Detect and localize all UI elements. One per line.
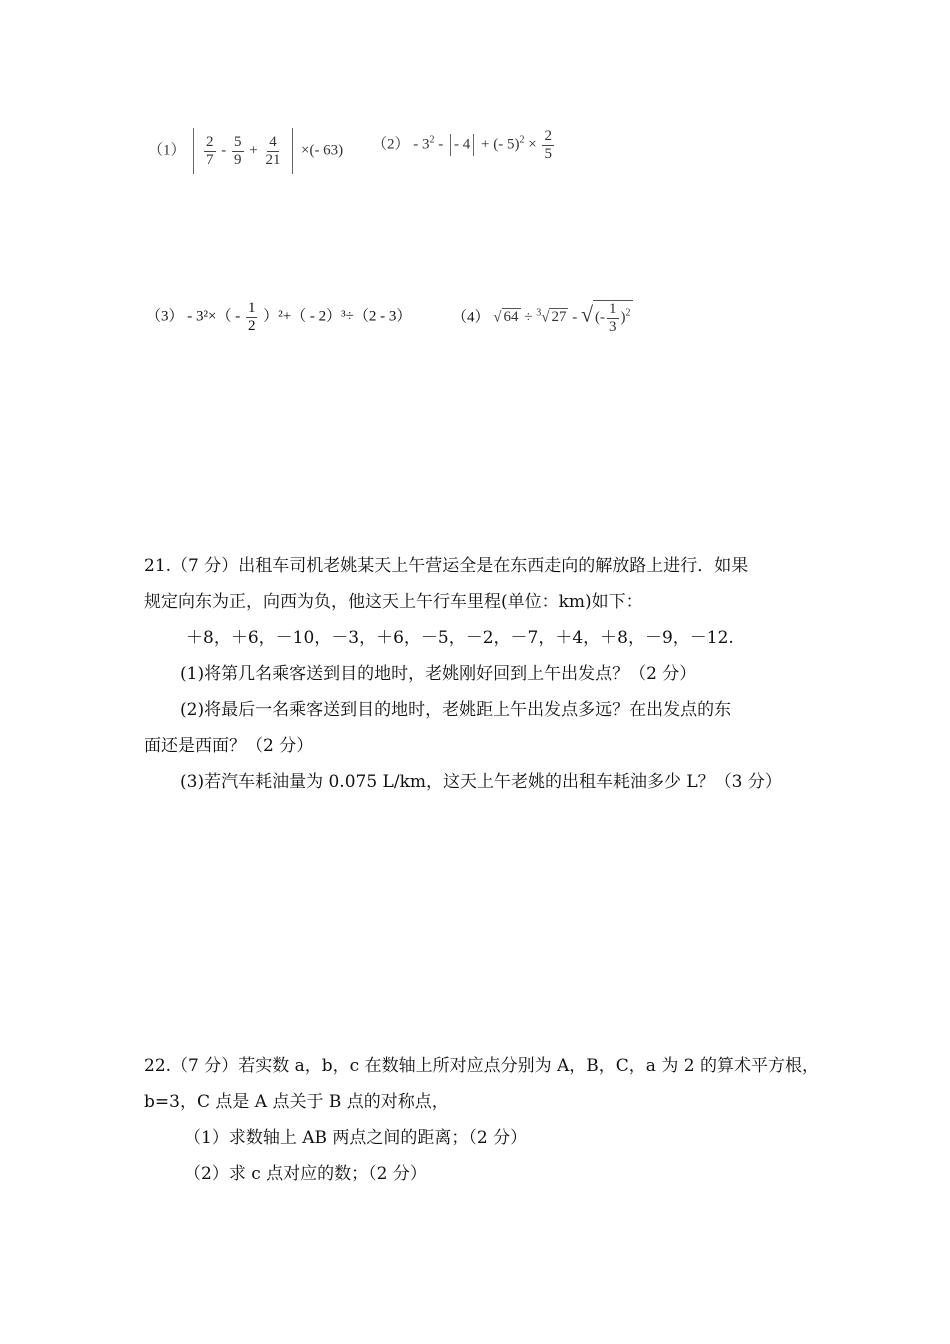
expr-3: （3） - 3²×（ - $\frac{1}{2}$ ）²+（ - 2）³÷（2 - 3）	[146, 300, 412, 334]
expr-4-label: （4）	[452, 309, 490, 326]
fraction: $\frac{1}{2}$	[247, 300, 256, 334]
q21-line: 21.（7 分）出租车司机老姚某天上午营运全是在东西走向的解放路上进行．如果	[144, 556, 749, 576]
expr-2: $(2) - 3^2$ - - 4 + (- 5)$^2$ × $\frac{2}{5}$	[372, 128, 552, 162]
fraction: $\frac{4}{21}$	[265, 134, 281, 168]
question-22	[144, 1048, 824, 1192]
question-21	[144, 548, 824, 800]
left-bracket	[193, 128, 194, 174]
fraction: $\frac{2}{7}$	[206, 134, 214, 168]
q21-data-line: ＋8，＋6，－10，－3，＋6，－5，－2，－7，＋4，＋8，－9，－12.	[186, 628, 734, 648]
q22-line: b=3，C 点是 A 点关于 B 点的对称点，	[144, 1092, 449, 1112]
abs-bar	[450, 134, 451, 156]
sqrt-body: (- $\frac{1}{3}$ )$^2$	[595, 301, 631, 335]
fraction: $\frac{1}{3}$	[609, 301, 617, 335]
fraction: $\frac{5}{9}$	[234, 134, 242, 168]
q21-sub-3: (3)若汽车耗油量为 0.075 L/km，这天上午老姚的出租车耗油多少 L？（3 分）	[180, 772, 782, 792]
sqrt-symbol: √	[493, 309, 502, 326]
q21-line: 规定向东为正，向西为负，他这天上午行车里程(单位：km)如下：	[144, 592, 643, 612]
q22-sub-2: （2）求 c 点对应的数；（2 分）	[184, 1164, 427, 1184]
expr-1-label: （1）	[148, 142, 186, 159]
fraction: $\frac{2}{5}$	[544, 128, 552, 162]
expr-1: （1） $\frac{2}{7}$ - $\frac{5}{9}$ + $\frac{4}{21}$ ×(- 63)	[148, 128, 343, 174]
q22-line: 22.（7 分）若实数 a，b，c 在数轴上所对应点分别为 A，B，C，a 为 2 的算术平方根，	[144, 1056, 819, 1076]
q21-sub-2-cont: 面还是西面？（2 分）	[144, 736, 314, 756]
q22-sub-1: （1）求数轴上 AB 两点之间的距离；（2 分）	[184, 1128, 528, 1148]
cbrt-symbol: √	[541, 309, 550, 326]
expr-4: （4） √ 64 ÷ $^3$√ 27 - √ (- $\frac{1}{3}$ )$^2$	[452, 301, 631, 335]
expr-3-label: （3）	[146, 308, 184, 325]
q21-sub-2: (2)将最后一名乘客送到目的地时，老姚距上午出发点多远？在出发点的东	[180, 700, 732, 720]
right-bracket	[292, 128, 293, 174]
q21-sub-1: (1)将第几名乘客送到目的地时，老姚刚好回到上午出发点？（2 分）	[180, 664, 697, 684]
sqrt-symbol: √	[580, 301, 594, 327]
abs-bar	[473, 134, 474, 156]
expr-2-label: （2）	[372, 136, 410, 153]
